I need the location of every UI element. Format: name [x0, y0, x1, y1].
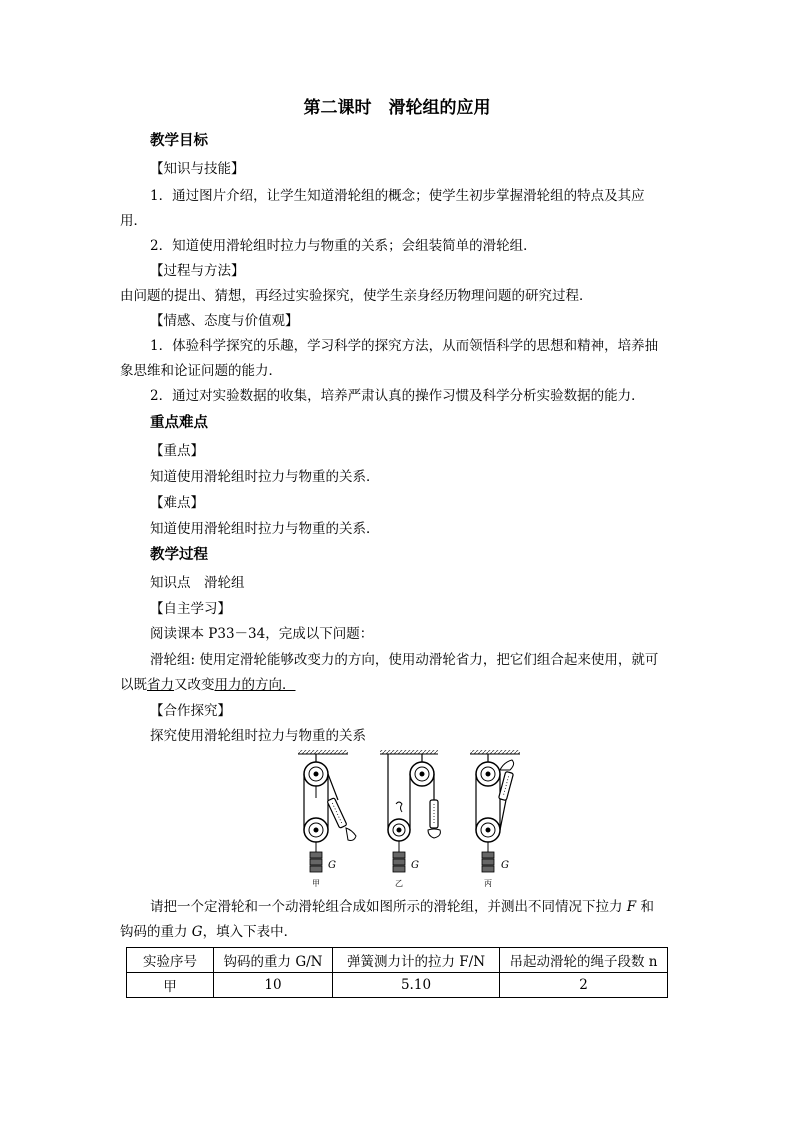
instruction-text: ，填入下表中． — [202, 924, 298, 940]
figure-caption: 丙 — [484, 879, 492, 888]
table-cell: 5.10 — [333, 973, 500, 998]
instruction-text: 请把一个定滑轮和一个动滑轮组合成如图所示的滑轮组，并测出不同情况下拉力 — [150, 899, 627, 915]
spring-scale — [430, 800, 438, 828]
coop-label: 【合作探究】 — [150, 703, 231, 719]
fixed-pulley — [410, 762, 434, 786]
pulley-setup-yi — [380, 750, 440, 888]
symbol-F: F — [626, 899, 637, 915]
explore-title: 探究使用滑轮组时拉力与物重的关系 — [150, 728, 366, 744]
spring-scale — [499, 771, 514, 800]
instruction-text: 钩码的重力 — [120, 924, 192, 940]
ceiling — [298, 750, 348, 754]
table-header-row — [127, 948, 668, 973]
pulley-setup-jia — [298, 750, 356, 888]
fixed-pulley — [476, 762, 500, 786]
spring-scale — [327, 798, 347, 829]
key-points-heading: 重点难点 — [150, 414, 208, 431]
knowledge-item-1-line1: 1．通过图片介绍，让学生知道滑轮组的概念；使学生初步掌握滑轮组的特点及其应 — [150, 188, 645, 204]
key-label: 【重点】 — [150, 443, 204, 459]
emotion-label: 【情感、态度与价值观】 — [150, 313, 299, 329]
symbol-G: G — [191, 924, 203, 940]
table-row — [127, 973, 668, 998]
movable-pulley — [476, 818, 500, 842]
table-cell: 10 — [214, 973, 333, 998]
answer-blank-2: 用力的方向． — [214, 677, 296, 693]
pulley-setup-bing — [470, 750, 520, 888]
table-header: 吊起动滑轮的绳子段数 n — [500, 948, 668, 973]
table-cell: 2 — [500, 973, 668, 998]
hand — [428, 829, 440, 838]
definition-line1: 滑轮组: 使用定滑轮能够改变力的方向，使用动滑轮省力，把它们组合起来使用，就可 — [150, 652, 659, 668]
hook-weights — [482, 852, 494, 872]
definition-prefix: 以既 — [120, 677, 147, 693]
instruction-text: 和 — [636, 899, 654, 915]
knowledge-item-1-line2: 用． — [120, 213, 147, 229]
fixed-pulley — [304, 762, 328, 786]
self-study-label: 【自主学习】 — [150, 601, 231, 617]
weight-label: G — [411, 860, 419, 871]
definition-mid: 又改变 — [174, 677, 215, 693]
hook-weights — [393, 852, 405, 872]
table-header: 实验序号 — [127, 948, 214, 973]
ceiling — [470, 750, 520, 754]
process-method-text: 由问题的提出、猜想，再经过实验探究，使学生亲身经历物理问题的研究过程． — [120, 288, 593, 304]
emotion-item-1-line2: 象思维和论证问题的能力． — [120, 363, 282, 379]
hand — [500, 760, 514, 770]
answer-blank-1: 省力 — [147, 677, 174, 693]
page-title: 第二课时 滑轮组的应用 — [303, 98, 491, 118]
figure-caption: 乙 — [395, 879, 403, 888]
difficult-label: 【难点】 — [150, 495, 204, 511]
reading-instruction: 阅读课本 P33－34，完成以下问题： — [150, 626, 374, 642]
knowledge-skills-label: 【知识与技能】 — [150, 161, 245, 177]
instruction-line1 — [150, 897, 654, 917]
definition-line2 — [120, 675, 296, 695]
knowledge-point: 知识点 滑轮组 — [150, 575, 245, 591]
difficult-text: 知道使用滑轮组时拉力与物重的关系． — [150, 521, 380, 537]
movable-pulley — [388, 819, 410, 841]
weight-label: G — [501, 860, 509, 871]
table-header: 弹簧测力计的拉力 F/N — [333, 948, 500, 973]
table-header: 钩码的重力 G/N — [214, 948, 333, 973]
knowledge-item-2: 2．知道使用滑轮组时拉力与物重的关系；会组装简单的滑轮组． — [150, 238, 537, 254]
figure-caption: 甲 — [312, 879, 320, 888]
process-heading: 教学过程 — [150, 546, 208, 563]
key-text: 知道使用滑轮组时拉力与物重的关系． — [150, 469, 380, 485]
objectives-heading: 教学目标 — [150, 132, 208, 149]
table-cell: 甲 — [127, 973, 214, 998]
experiment-table — [126, 947, 668, 998]
process-method-label: 【过程与方法】 — [150, 263, 245, 279]
hand — [346, 828, 356, 841]
weight-label: G — [328, 860, 336, 871]
movable-pulley — [304, 818, 328, 842]
emotion-item-1-line1: 1．体验科学探究的乐趣，学习科学的探究方法，从而领悟科学的思想和精神，培养抽 — [150, 338, 659, 354]
pulley-system-figure — [296, 748, 522, 890]
ceiling — [380, 750, 438, 754]
hook-weights — [310, 852, 322, 872]
emotion-item-2: 2．通过对实验数据的收集，培养严肃认真的操作习惯及科学分析实验数据的能力． — [150, 388, 645, 404]
instruction-line2 — [120, 922, 297, 942]
